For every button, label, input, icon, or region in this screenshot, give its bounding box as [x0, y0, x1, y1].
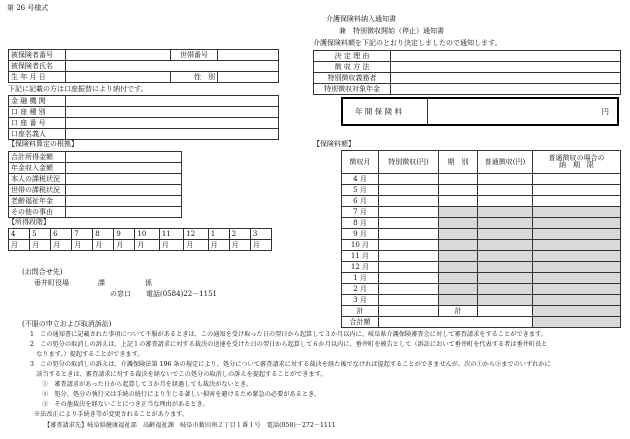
premium-month-label: 7 月	[342, 207, 379, 218]
sex-value	[218, 72, 279, 83]
stage-month-number: 4	[9, 229, 30, 240]
premium-ordinary-cell	[478, 273, 533, 284]
stage-month-number: 12	[184, 229, 208, 240]
premium-header-month: 徴収月	[342, 151, 379, 174]
annual-premium-box	[341, 97, 619, 126]
premium-month-label: 5 月	[342, 185, 379, 196]
premium-ordinary-cell	[478, 251, 533, 262]
premium-ordinary-cell	[478, 174, 533, 185]
premium-due-cell	[533, 284, 621, 295]
stage-month-unit: 月	[51, 240, 72, 251]
note-line: 2 この処分の取消しの訴えは、上記１の審査請求に対する裁決の送達を受けた日の翌日から起算して６か月以内に、垂井町を被告として（訴訟において垂井町を代表する者は垂井町長と	[30, 341, 548, 348]
premium-term-cell	[439, 295, 478, 306]
premium-total2-label: 計	[439, 306, 478, 317]
account-holder-label: 口座名義人	[9, 129, 66, 140]
stage-month-unit: 月	[184, 240, 208, 251]
premium-special-cell	[379, 295, 439, 306]
premium-special-cell	[379, 284, 439, 295]
premium-special-cell	[379, 229, 439, 240]
account-table	[8, 95, 279, 140]
stage-month-unit: 月	[135, 240, 159, 251]
decision-reason-value	[391, 51, 621, 62]
premium-ordinary-cell	[478, 240, 533, 251]
premium-month-label: 12 月	[342, 262, 379, 273]
collection-method-value	[391, 62, 621, 73]
stage-month-number: 5	[30, 229, 51, 240]
premium-term-cell	[439, 185, 478, 196]
premium-due-cell	[533, 262, 621, 273]
premium-row	[342, 229, 621, 240]
premium-due-cell	[533, 174, 621, 185]
premium-header-due: 普通徴収の場合の 納 期 限	[533, 151, 621, 174]
premium-row	[342, 196, 621, 207]
notice-intro: 介護保険料額を下記のとおり決定しましたので通知します。	[313, 39, 502, 47]
insured-name-value	[66, 61, 279, 72]
premium-term-cell	[439, 262, 478, 273]
stage-month-unit: 月	[229, 240, 250, 251]
account-number-value	[66, 118, 279, 129]
premium-month-label: 3 月	[342, 295, 379, 306]
note-line: 3 この処分の取消しの訴えは、介護保険法第 196 条の規定により、処分について審査請求に対する裁決を経た後でなければ提起することができませんが、次の①から③までのいずれかに	[30, 361, 551, 368]
basis-pension-income-label: 年金収入金額	[9, 163, 66, 174]
premium-ordinary-cell	[478, 207, 533, 218]
premium-header-special: 特別徴収(円)	[379, 151, 439, 174]
insured-table	[8, 49, 279, 83]
special-collector-label: 特別徴収義務者	[314, 73, 391, 84]
premium-due-cell	[533, 196, 621, 207]
note-line: 1 この通知書に記載された事項について不服があるときは、この通知を受け取った日の翌日から起算して３か月以内に、岐阜県介護保険審査会に対して審査請求をすることができます。	[30, 331, 547, 338]
insured-number-label: 被保険者番号	[9, 50, 66, 61]
premium-term-cell	[439, 251, 478, 262]
premium-special-cell	[379, 240, 439, 251]
stage-month-unit: 月	[72, 240, 93, 251]
basis-household-tax-label: 世帯の課税状況	[9, 185, 66, 196]
premium-month-label: 4 月	[342, 174, 379, 185]
account-type-value	[66, 107, 279, 118]
stage-month-unit: 月	[159, 240, 183, 251]
premium-due-cell	[533, 185, 621, 196]
premium-month-label: 9 月	[342, 229, 379, 240]
premium-row	[342, 273, 621, 284]
premium-due-cell	[533, 240, 621, 251]
stage-month-number: 2	[229, 229, 250, 240]
note-line: ③ その他裁決を経ないことにつき正当な理由があるとき。	[42, 401, 209, 408]
premium-month-label: 10 月	[342, 240, 379, 251]
pension-value	[391, 84, 621, 95]
premium-row	[342, 251, 621, 262]
note-line: ※法改正により手続き等が変更されることがあります。	[34, 411, 189, 418]
decision-table	[313, 50, 621, 95]
premium-special-cell	[379, 218, 439, 229]
basis-table	[8, 151, 182, 218]
premium-row	[342, 174, 621, 185]
stage-month-unit: 月	[93, 240, 114, 251]
premium-due-cell	[533, 229, 621, 240]
collection-method-label: 徴 収 方 法	[314, 62, 391, 73]
premium-ordinary-cell	[478, 295, 533, 306]
notice-title: 介護保険料納入通知書	[326, 15, 396, 23]
income-stage-heading: 【所得段階】	[8, 218, 50, 226]
premium-month-label: 2 月	[342, 284, 379, 295]
stage-month-unit: 月	[9, 240, 30, 251]
premium-special-cell	[379, 185, 439, 196]
premium-ordinary-cell	[478, 262, 533, 273]
premium-row	[342, 207, 621, 218]
bank-label: 金 融 機 関	[9, 96, 66, 107]
insured-name-label: 被保険者氏名	[9, 61, 66, 72]
annual-premium-unit: 円	[601, 107, 609, 116]
premium-due-cell	[533, 251, 621, 262]
premium-month-label: 8 月	[342, 218, 379, 229]
premium-term-cell	[439, 207, 478, 218]
stage-month-number: 9	[114, 229, 135, 240]
appeal-destination: 【審査請求先】岐阜県健康福祉部 高齢福祉課 岐阜市薮田南２丁目１番１号 電話(058)－272－1111	[44, 422, 336, 429]
contact-phone: 電話(0584)22－1151	[146, 290, 217, 298]
premium-grand-total-label: 合計額	[342, 317, 379, 328]
premium-due-cell	[533, 218, 621, 229]
premium-term-cell	[439, 174, 478, 185]
premium-special-cell	[379, 196, 439, 207]
premium-ordinary-cell	[478, 196, 533, 207]
special-collector-value	[391, 73, 621, 84]
basis-heading: 【保険料算定の根拠】	[8, 140, 78, 148]
premium-term-cell	[439, 229, 478, 240]
stage-month-number: 6	[51, 229, 72, 240]
premium-special-cell	[379, 174, 439, 185]
contact-section: 課	[98, 279, 105, 287]
premium-row	[342, 262, 621, 273]
stage-month-unit: 月	[250, 240, 271, 251]
premium-term-cell	[439, 240, 478, 251]
account-number-label: 口 座 番 号	[9, 118, 66, 129]
stage-month-number: 3	[250, 229, 271, 240]
stage-month-number: 8	[93, 229, 114, 240]
premium-row	[342, 240, 621, 251]
notes-heading: (不服の申立および取消訴訟)	[22, 320, 112, 328]
annual-premium-label: 年 間 保 険 料	[355, 107, 403, 116]
premium-special-cell	[379, 273, 439, 284]
stage-month-unit: 月	[208, 240, 229, 251]
stage-month-number: 1	[208, 229, 229, 240]
premium-month-label: 1 月	[342, 273, 379, 284]
basis-self-tax-label: 本人の課税状況	[9, 174, 66, 185]
insured-number-value	[66, 50, 171, 61]
account-holder-value	[66, 129, 279, 140]
premium-month-label: 6 月	[342, 196, 379, 207]
contact-window: の窓口	[110, 290, 131, 298]
premium-due-cell	[533, 207, 621, 218]
account-type-label: 口 座 種 別	[9, 107, 66, 118]
note-line: ② 処分、処分の執行又は手続の続行により生じる著しい損害を避けるため緊急の必要があるとき。	[42, 391, 321, 398]
contact-office: 垂井町役場	[34, 279, 69, 287]
stage-month-number: 10	[135, 229, 159, 240]
stage-month-number: 11	[159, 229, 183, 240]
premium-ordinary-cell	[478, 218, 533, 229]
premium-term-cell	[439, 273, 478, 284]
premium-term-cell	[439, 196, 478, 207]
decision-reason-label: 決 定 理 由	[314, 51, 391, 62]
household-number-value	[218, 50, 279, 61]
stage-month-unit: 月	[30, 240, 51, 251]
contact-subsection: 係	[145, 279, 152, 287]
premium-special-cell	[379, 251, 439, 262]
note-line: なります。）提起することができます。	[30, 351, 144, 358]
premium-header-ordinary: 普通徴収(円)	[478, 151, 533, 174]
dob-value	[66, 72, 171, 83]
stage-month-number: 7	[72, 229, 93, 240]
premium-ordinary-cell	[478, 229, 533, 240]
basis-total-income-label: 合計所得金額	[9, 152, 66, 163]
premium-row	[342, 295, 621, 306]
premium-due-cell	[533, 295, 621, 306]
premium-row	[342, 185, 621, 196]
household-number-label: 世帯番号	[171, 50, 218, 61]
dob-label: 生 年 月 日	[9, 72, 66, 83]
pension-label: 特別徴収対象年金	[314, 84, 391, 95]
premium-row	[342, 218, 621, 229]
sex-label: 性 別	[171, 72, 218, 83]
stage-month-unit: 月	[114, 240, 135, 251]
basis-other-label: その他の事由	[9, 207, 66, 218]
form-number: 第 26 号様式	[7, 4, 49, 12]
basis-old-age-pension-label: 老齢福祉年金	[9, 196, 66, 207]
income-stage-table	[8, 228, 272, 251]
premium-total-label: 計	[342, 306, 379, 317]
premium-heading: 【保険料額】	[313, 140, 355, 148]
premium-table	[341, 150, 621, 328]
premium-due-cell	[533, 273, 621, 284]
note-line: 該当するときは、審査請求に対する裁決を経ないでこの処分の取消しの訴えを提起することができます。	[30, 371, 327, 378]
account-note: 下記に記載の方は口座振替により納付です。	[8, 85, 148, 93]
premium-header-term: 期 別	[439, 151, 478, 174]
premium-ordinary-cell	[478, 185, 533, 196]
premium-special-cell	[379, 207, 439, 218]
premium-term-cell	[439, 218, 478, 229]
premium-month-label: 11 月	[342, 251, 379, 262]
premium-special-cell	[379, 262, 439, 273]
premium-ordinary-cell	[478, 284, 533, 295]
contact-heading: (お問合せ先)	[22, 268, 63, 276]
notice-subtitle: 兼 特別徴収開始（停止）通知書	[339, 27, 444, 35]
premium-row	[342, 284, 621, 295]
note-line: ① 審査請求があった日から起算して３か月を経過しても裁決がないとき。	[42, 381, 253, 388]
bank-value	[66, 96, 279, 107]
premium-term-cell	[439, 284, 478, 295]
